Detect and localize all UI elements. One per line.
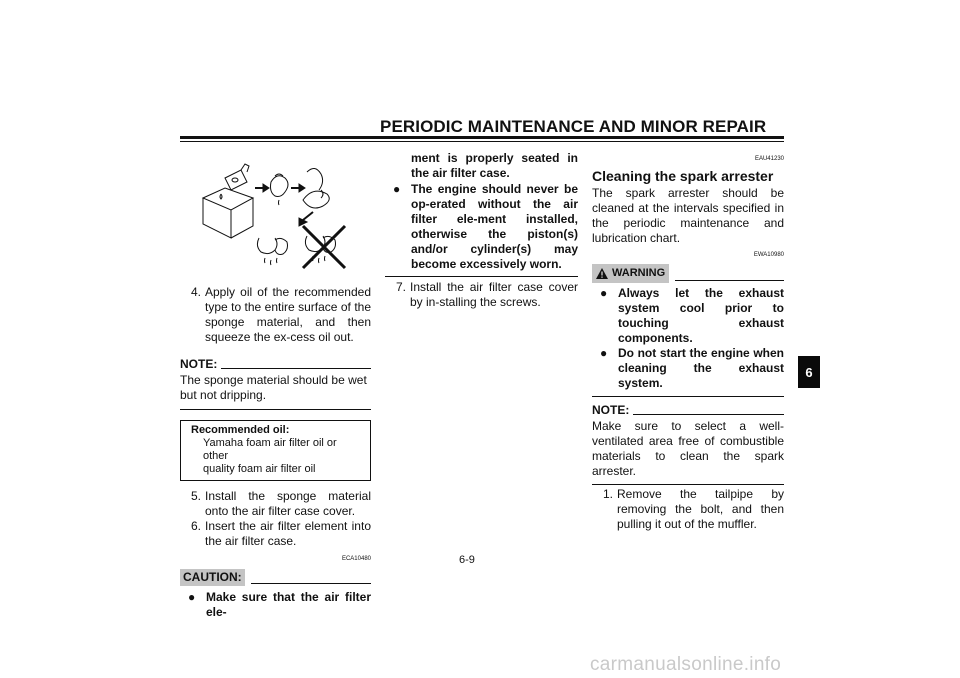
caution-item-2 [385, 182, 578, 272]
note-heading [180, 357, 371, 372]
warning-heading [592, 264, 784, 283]
bullet-icon: ● [600, 286, 608, 300]
caution-item-text: Make sure that the air filter ele- [206, 590, 371, 619]
step-text: Install the sponge material onto the air filter case cover. [205, 489, 371, 518]
step-6 [180, 519, 371, 549]
left-column [180, 285, 371, 620]
caution-heading [180, 569, 371, 586]
warning-badge [592, 264, 669, 283]
note-rule [633, 414, 784, 415]
step-text: Apply oil of the recommended type to the entire surface of the sponge material, and then squeeze the ex-cess oil out. [205, 285, 371, 344]
step-5 [180, 489, 371, 519]
right-column [592, 152, 784, 532]
oil-box-line2: quality foam air filter oil [203, 463, 316, 475]
note-end-rule [180, 409, 371, 410]
step-4 [180, 285, 371, 345]
step-7 [385, 280, 578, 310]
step-text: Remove the tailpipe by removing the bolt, and then pulling it out of the muffler. [617, 487, 784, 531]
warning-item-1 [592, 286, 784, 346]
warning-triangle-icon [596, 268, 608, 279]
warning-item-2 [592, 346, 784, 391]
warning-label: WARNING [612, 267, 666, 279]
note-text: The sponge material should be wet but not dripping. [180, 373, 367, 402]
warning-item-text: Always let the exhaust system cool prior to touching exhaust components. [618, 286, 784, 345]
note-text: Make sure to select a well-ventilated area free of combustible materials to clean the spark arrester. [592, 419, 784, 478]
step-text: Insert the air filter element into the air filter case. [205, 519, 371, 548]
warning-rule [675, 280, 784, 281]
step-1 [592, 487, 784, 532]
header-rule [180, 136, 784, 139]
watermark-text: carmanualsonline.info [590, 654, 782, 675]
bullet-icon: ● [188, 590, 196, 604]
bullet-icon: ● [600, 346, 608, 360]
step-number: 1. [602, 487, 613, 501]
note-end-rule [592, 484, 784, 485]
warning-item-text: Do not start the engine when cleaning the exhaust system. [618, 346, 784, 390]
oil-box-line1: Yamaha foam air filter oil or other [203, 437, 337, 462]
caution-item-1 [180, 590, 371, 620]
page-header-title: PERIODIC MAINTENANCE AND MINOR REPAIR [380, 117, 767, 136]
note-rule [221, 368, 371, 369]
page-number: 6-9 [459, 554, 475, 566]
bullet-icon: ● [393, 182, 401, 196]
section-tab: 6 [798, 356, 820, 388]
section-code: EAU41230 [754, 156, 784, 162]
caution-item-text: The engine should never be op-erated without the air filter ele-ment installed, otherwise the piston(s) and/or cylinder(s) may become excessively worn. [411, 182, 578, 271]
note-label: NOTE: [592, 403, 630, 417]
section-heading: Cleaning the spark arrester [592, 168, 774, 184]
caution-label: CAUTION: [180, 569, 245, 586]
step-number: 6. [190, 519, 201, 533]
section-intro: The spark arrester should be cleaned at the intervals specified in the periodic maintenance and lubrication chart. [592, 186, 784, 245]
caution-rule [251, 583, 371, 584]
caution-code: ECA10480 [341, 556, 371, 562]
sponge-oiling-illustration [195, 160, 355, 275]
step-number: 4. [190, 285, 201, 299]
caution-end-rule [385, 276, 578, 277]
note-label: NOTE: [180, 357, 218, 371]
warning-code: EWA10980 [753, 252, 784, 258]
header-rule-thin [180, 141, 784, 142]
middle-column [385, 151, 578, 310]
warning-end-rule [592, 396, 784, 397]
oil-box-title: Recommended oil: [191, 424, 290, 436]
step-text: Install the air filter case cover by in-stalling the screws. [410, 280, 578, 309]
note-heading [592, 403, 784, 418]
recommended-oil-box [180, 420, 371, 481]
step-number: 7. [395, 280, 406, 294]
caution-continuation: ment is properly seated in the air filter case. [411, 151, 578, 180]
step-number: 5. [190, 489, 201, 503]
